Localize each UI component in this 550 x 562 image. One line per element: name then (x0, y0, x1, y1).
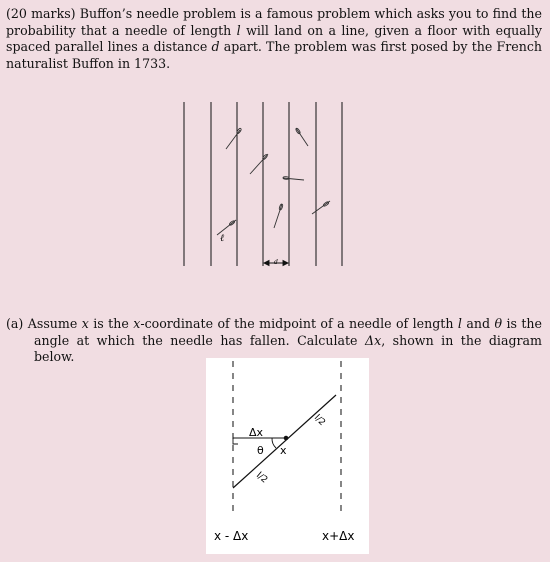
var-d: d (211, 39, 220, 54)
var-x: x (133, 316, 141, 331)
theta-label: θ (257, 444, 264, 457)
var-x: x (81, 316, 89, 331)
part-a-text: , shown in the diagram below. (34, 332, 542, 364)
part-a-text: -coordinate of the midpoint of a needle of length (140, 316, 454, 331)
part-a-text: and (466, 316, 491, 331)
label-l: ℓ (220, 233, 225, 244)
right-axis-label: x+Δx (322, 529, 355, 543)
delta-x-diagram (206, 358, 369, 554)
needle (312, 201, 330, 214)
part-a-label: (a) (6, 316, 24, 331)
needles (217, 128, 330, 235)
x-label: x (280, 444, 287, 457)
half-length-label-lower: l/2 (254, 470, 270, 486)
part-a-text: Assume (27, 316, 78, 331)
delta-x: Δx (364, 332, 382, 348)
needle (250, 154, 268, 174)
var-l: l (236, 22, 241, 38)
marks: (20 marks) (6, 6, 76, 21)
problem-intro (6, 6, 542, 72)
var-l: l (457, 316, 462, 331)
needle (274, 204, 282, 228)
part-a-text: is the (93, 316, 129, 331)
left-axis-label: x - Δx (214, 529, 249, 543)
needle (296, 128, 308, 146)
intro-text-3: apart. The problem was first posed by the French naturalist Buffon in 1733. (6, 39, 543, 71)
needle (226, 130, 240, 149)
part-a-text: is the angle at which the needle has fallen. Calculate (34, 316, 542, 348)
dx-label: Δx (249, 426, 264, 439)
var-theta: θ (494, 316, 503, 331)
half-length-label-upper: l/2 (311, 413, 327, 429)
midpoint-dot (284, 436, 289, 441)
label-d: d (274, 259, 278, 266)
buffon-needle-figure (178, 100, 358, 270)
intro-text-2: will land on a line, given a floor with equally spaced parallel lines a distance (6, 22, 542, 54)
intro-text: Buffon’s needle problem is a famous problem which asks you to find the probability that a needle of length (6, 6, 542, 38)
diagram-background (206, 358, 369, 554)
